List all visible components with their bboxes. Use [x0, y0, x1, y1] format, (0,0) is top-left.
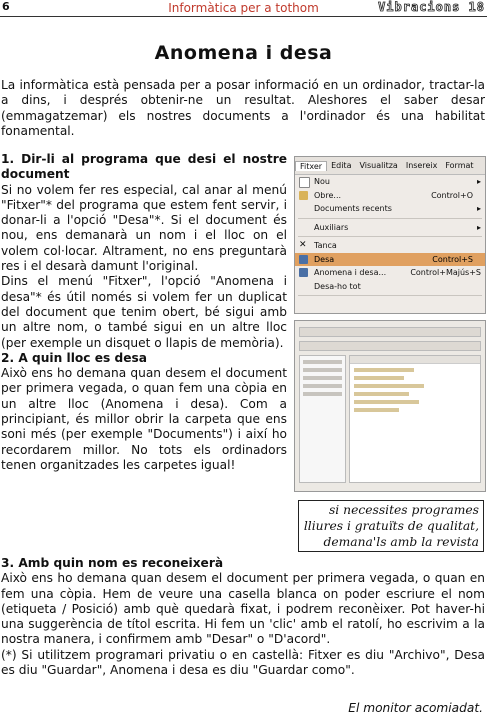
menu-separator [298, 295, 482, 296]
file-menu-screenshot [294, 156, 486, 314]
new-document-icon [299, 177, 310, 188]
dialog-file-list[interactable] [349, 355, 481, 483]
dialog-folder-field[interactable] [299, 341, 481, 351]
menu-item-nou[interactable]: Nou ▸ [295, 175, 485, 189]
menu-item-tanca[interactable]: ✕ Tanca [299, 240, 337, 250]
section-1-paragraph-1: Si no volem fer res especial, cal anar al menú "Fitxer"* del programa que estem fent servir, i donar-li a l'opció "Desa"*. Si el document és nou, ens demanarà un nom i el lloc on el volem col·locar. Altrament, no ens preguntarà res i el desarà damunt l'original. [1, 182, 287, 274]
promo-box [298, 500, 484, 552]
dialog-name-field[interactable] [299, 327, 481, 337]
section-3-paragraph: Això ens ho demana quan desem el document per primera vegada, o quan en fem una còpia. Hem de veure una casella blanca on poder escriure el nom (etiqueta / Posició) amb què quedarà fixat, i podrem reconèixer. Pot haver-hi una suggerència de títol escrita. Hi fem un 'clic' amb el ratolí, ho escrivim a la nostra manera, i confirmem amb "Desar" o "D'acord". [1, 571, 485, 647]
menu-item-documents-recents[interactable]: Documents recents ▸ [314, 204, 481, 213]
menu-item-auxiliars[interactable]: Auxiliars ▸ [314, 222, 481, 232]
close-icon: ✕ [299, 240, 307, 250]
section-3-title: 3. Amb quin nom es reconeixerà [1, 556, 224, 570]
footnote: (*) Si utilitzem programari privatiu o en castellà: Fitxer es diu "Archivo", Desa es diu "Guardar", Anomena i desa es diu "Guardar como". [1, 647, 485, 678]
page-number: 6 [2, 0, 10, 13]
header-title: Informàtica per a tothom [168, 1, 319, 15]
section-1-paragraph-2: Dins el menú "Fitxer", l'opció "Anomena i desa"* és útil només si volem fer un duplicat del document que tenim obert, bé sigui amb un altre nom, o també sigui en un altre lloc (per exemple un disquet o llapis de memòria). [1, 274, 287, 350]
menu-item-desa-ho-tot[interactable]: Desa-ho tot [314, 281, 361, 291]
menu-separator [298, 218, 482, 219]
folder-open-icon [299, 191, 308, 200]
save-icon [299, 255, 308, 264]
promo-line-3: demana'ls amb la revista [323, 535, 479, 549]
intro-paragraph: La informàtica està pensada per a posar informació en un ordinador, tractar-la a dins, i després obtenir-ne un resultat. Aleshores el saber desar (emmagatzemar) els nostres documents a l'ordinador és una habilitat fonamental. [1, 78, 485, 138]
menu-edita[interactable]: Edita [331, 161, 352, 170]
promo-line-1: si necessites programes [329, 503, 479, 517]
menu-format[interactable]: Format [445, 161, 474, 170]
menu-item-obre[interactable]: Obre... Control+O [295, 189, 485, 203]
article-title: Anomena i desa [154, 42, 333, 64]
menu-insereix[interactable]: Insereix [405, 161, 438, 170]
menu-item-desa[interactable]: Desa Control+S [295, 253, 485, 267]
save-dialog-screenshot [294, 320, 486, 492]
save-as-icon [299, 268, 308, 277]
menu-fitxer[interactable]: Fitxer [295, 161, 327, 171]
promo-line-2: lliures i gratuïts de qualitat, [303, 519, 479, 533]
page-header [0, 0, 487, 17]
section-1-title: 1. Dir-li al programa que desi el nostre document [1, 152, 287, 182]
menu-bar [295, 157, 485, 175]
magazine-logo: Vibracions 18 [378, 0, 485, 14]
menu-visualitza[interactable]: Visualitza [359, 161, 398, 170]
signoff: El monitor acomiadat. [348, 701, 483, 715]
dialog-places-pane[interactable] [299, 355, 346, 483]
menu-separator [298, 236, 482, 237]
menu-item-anomena-i-desa[interactable]: Anomena i desa... Control+Majús+S [295, 266, 485, 280]
section-2-title: 2. A quin lloc es desa [1, 350, 147, 365]
section-2-paragraph: Això ens ho demana quan desem el document per primera vegada, o quan fem una còpia en un altre lloc (Anomena i desa). Com a principiant, és millor obrir la carpeta que ens soni més (per exemple "Documents") i així ho recordarem millor. No tots els ordinadors tenen organitzades les carpetes igual! [1, 366, 287, 472]
